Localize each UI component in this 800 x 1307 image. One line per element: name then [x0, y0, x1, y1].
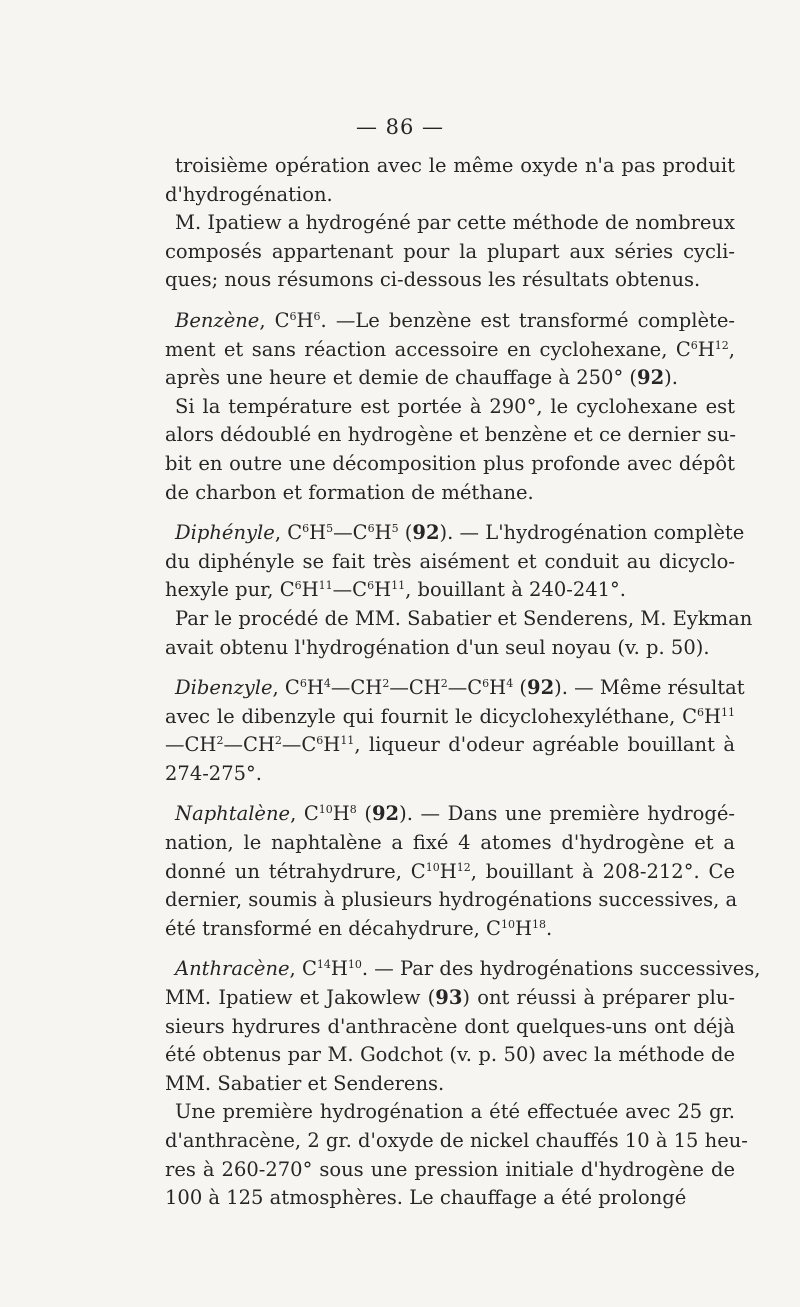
text-run: ( — [356, 802, 372, 826]
text-run: , — [728, 337, 735, 361]
reference-number: 92 — [637, 366, 665, 390]
subscript-number: 2 — [440, 677, 448, 691]
text-run: H — [306, 676, 324, 700]
subscript-number: 8 — [349, 803, 357, 817]
text-run: ). — [664, 366, 678, 390]
text-run: , C — [274, 521, 303, 545]
text-run: H — [439, 859, 457, 883]
subscript-number: 6 — [299, 677, 307, 691]
text-line — [165, 181, 735, 210]
text-run: . —Le benzène est transformé complète- — [320, 308, 735, 332]
subscript-number: 2 — [382, 677, 390, 691]
paragraph — [165, 519, 745, 605]
subscript-number: 6 — [313, 309, 321, 323]
text-run: été obtenus par M. Godchot (v. p. 50) avec la méthode de — [165, 1043, 735, 1067]
text-run: , C — [259, 308, 290, 332]
text-run: —C — [447, 676, 483, 700]
text-run: . — Par des hydrogénations successives, — [361, 957, 761, 981]
subscript-number: 6 — [367, 579, 375, 593]
text-run: Une première hydrogénation a été effectuée avec 25 gr. — [175, 1100, 735, 1124]
text-run: ment et sans réaction accessoire en cyclohexane, C — [165, 337, 691, 361]
text-run: —CH — [165, 733, 217, 757]
paragraph — [165, 393, 735, 507]
paragraph — [165, 800, 738, 943]
text-run: H — [374, 521, 392, 545]
text-run: ). — Dans une première hydrogé- — [399, 802, 735, 826]
text-run: donné un tétrahydrure, C — [165, 859, 426, 883]
text-run: H — [309, 521, 327, 545]
paragraph — [165, 152, 735, 209]
text-run: —C — [281, 733, 317, 757]
text-line — [165, 238, 735, 267]
text-run: ( — [513, 676, 527, 700]
text-run: MM. Ipatiew et Jakowlew ( — [165, 986, 436, 1010]
paragraph — [165, 209, 735, 295]
text-line — [165, 1127, 748, 1156]
text-run: —CH — [389, 676, 441, 700]
text-run: été transformé en décahydrure, C — [165, 916, 501, 940]
text-run: . — [545, 916, 553, 940]
text-line — [165, 364, 735, 393]
reference-number: 92 — [527, 676, 555, 700]
text-line — [165, 634, 735, 663]
compound-name: Naphtalène — [175, 802, 291, 826]
paragraph — [165, 605, 753, 662]
reference-number: 92 — [371, 802, 400, 826]
text-run: res à 260-270° sous une pression initiale d'hydrogène de — [165, 1157, 735, 1181]
text-run: bit en outre une décomposition plus profonde avec dépôt — [165, 451, 735, 475]
subscript-number: 4 — [323, 677, 331, 691]
subscript-number: 6 — [316, 734, 324, 748]
paragraph — [165, 1098, 748, 1212]
text-line — [165, 731, 735, 760]
text-run: 274-275°. — [165, 761, 262, 785]
text-run: Si la température est portée à 290°, le cyclohexane est — [175, 394, 735, 418]
page-number: — 86 — — [355, 115, 445, 139]
text-run: H — [301, 578, 319, 602]
text-run: H — [296, 308, 314, 332]
text-run: —C — [332, 578, 368, 602]
text-run: ques; nous résumons ci-dessous les résultats obtenus. — [165, 268, 701, 292]
text-line — [165, 674, 745, 703]
text-run: , C — [272, 676, 300, 700]
text-line — [165, 152, 735, 181]
text-line — [165, 266, 735, 295]
subscript-number: 12 — [714, 338, 729, 352]
text-run: , C — [289, 957, 317, 981]
text-run: ( — [398, 521, 413, 545]
text-run: du diphényle se fait très aisément et conduit au dicyclo- — [165, 549, 735, 573]
subscript-number: 5 — [326, 522, 334, 536]
paragraph — [165, 307, 735, 393]
text-run: —CH — [223, 733, 275, 757]
reference-number: 92 — [412, 521, 440, 545]
text-line — [165, 307, 735, 336]
subscript-number: 11 — [391, 579, 406, 593]
text-line — [165, 519, 745, 548]
text-line — [165, 548, 735, 577]
text-run: sieurs hydrures d'anthracène dont quelques-uns ont déjà — [165, 1014, 735, 1038]
text-line — [165, 1041, 735, 1070]
text-line — [165, 393, 735, 422]
compound-name: Benzène — [175, 308, 260, 332]
subscript-number: 12 — [456, 860, 471, 874]
text-run: —C — [333, 521, 368, 545]
text-line — [165, 886, 738, 915]
text-run: d'anthracène, 2 gr. d'oxyde de nickel chauffés 10 à 15 heu- — [165, 1129, 748, 1152]
text-run: , bouillant à 208-212°. Ce — [470, 859, 735, 883]
text-run: d'hydrogénation. — [165, 182, 333, 206]
text-run: H — [332, 802, 350, 826]
text-run: H — [330, 957, 348, 981]
compound-name: Dibenzyle — [175, 676, 273, 700]
text-run: ). — L'hydrogénation complète — [439, 521, 745, 545]
subscript-number: 6 — [482, 677, 490, 691]
text-run: MM. Sabatier et Senderens. — [165, 1071, 445, 1095]
subscript-number: 6 — [690, 338, 698, 352]
text-run: hexyle pur, C — [165, 578, 295, 602]
subscript-number: 10 — [318, 803, 333, 817]
text-run: alors dédoublé en hydrogène et benzène et ce dernier su- — [165, 423, 736, 447]
text-line — [165, 1098, 735, 1127]
subscript-number: 6 — [696, 705, 704, 719]
text-run: H — [697, 337, 715, 361]
subscript-number: 18 — [531, 917, 546, 931]
text-run: M. Ipatiew a hydrogéné par cette méthode de nombreux — [175, 211, 735, 235]
text-line — [165, 1184, 735, 1213]
paragraph — [165, 955, 761, 1098]
text-line — [165, 915, 735, 944]
subscript-number: 2 — [216, 734, 224, 748]
text-run: H — [323, 733, 341, 757]
subscript-number: 10 — [347, 958, 362, 972]
text-run: H — [489, 676, 507, 700]
subscript-number: 6 — [302, 522, 310, 536]
compound-name: Diphényle — [175, 521, 275, 545]
text-line — [165, 1070, 735, 1099]
text-line — [165, 209, 735, 238]
text-run: —CH — [330, 676, 383, 700]
text-line — [165, 1156, 735, 1185]
reference-number: 93 — [435, 986, 463, 1010]
subscript-number: 6 — [289, 309, 297, 323]
subscript-number: 6 — [367, 522, 375, 536]
subscript-number: 10 — [500, 917, 515, 931]
compound-name: Anthracène — [175, 957, 290, 981]
text-line — [165, 955, 761, 984]
body-text — [165, 152, 761, 1213]
text-run: , C — [290, 802, 319, 826]
text-line — [165, 858, 735, 887]
text-run: nation, le naphtalène a fixé 4 atomes d'hydrogène et a — [165, 831, 735, 855]
subscript-number: 11 — [721, 705, 735, 719]
text-line — [165, 1013, 735, 1042]
subscript-number: 11 — [340, 734, 355, 748]
subscript-number: 4 — [506, 677, 514, 691]
text-run: de charbon et formation de méthane. — [165, 480, 534, 504]
text-line — [165, 760, 735, 789]
text-run: avait obtenu l'hydrogénation d'un seul noyau (v. p. 50). — [165, 635, 710, 659]
text-run: ) ont réussi à préparer plu- — [462, 986, 735, 1010]
text-line — [165, 450, 735, 479]
text-line — [165, 336, 735, 365]
text-run: , bouillant à 240-241°. — [405, 578, 627, 602]
text-line — [165, 703, 735, 732]
text-run: dernier, soumis à plusieurs hydrogénations successives, a — [165, 888, 738, 912]
text-line — [165, 984, 735, 1013]
subscript-number: 14 — [316, 958, 331, 972]
subscript-number: 11 — [318, 579, 333, 593]
text-run: H — [703, 704, 721, 728]
text-run: troisième opération avec le même oxyde n'a pas produit — [175, 154, 735, 177]
text-run: Par le procédé de MM. Sabatier et Senderens, M. Eykman — [175, 606, 753, 630]
text-run: après une heure et demie de chauffage à 250° ( — [165, 366, 637, 390]
subscript-number: 6 — [294, 579, 302, 593]
subscript-number: 10 — [425, 860, 440, 874]
text-run: ). — Même résultat — [554, 676, 745, 700]
text-run: , liqueur d'odeur agréable bouillant à — [354, 733, 735, 757]
text-run: H — [514, 916, 532, 940]
text-line — [165, 800, 735, 829]
text-line — [165, 479, 735, 508]
text-line — [165, 576, 735, 605]
text-line — [165, 829, 735, 858]
text-run: composés appartenant pour la plupart aux séries cycli- — [165, 239, 735, 263]
text-line — [165, 605, 753, 634]
subscript-number: 2 — [274, 734, 282, 748]
text-run: avec le dibenzyle qui fournit le dicyclohexyléthane, C — [165, 704, 697, 728]
text-run: H — [374, 578, 392, 602]
text-line — [165, 421, 735, 450]
text-run: 100 à 125 atmosphères. Le chauffage a été prolongé — [165, 1186, 687, 1210]
subscript-number: 5 — [391, 522, 399, 536]
paragraph — [165, 674, 745, 788]
